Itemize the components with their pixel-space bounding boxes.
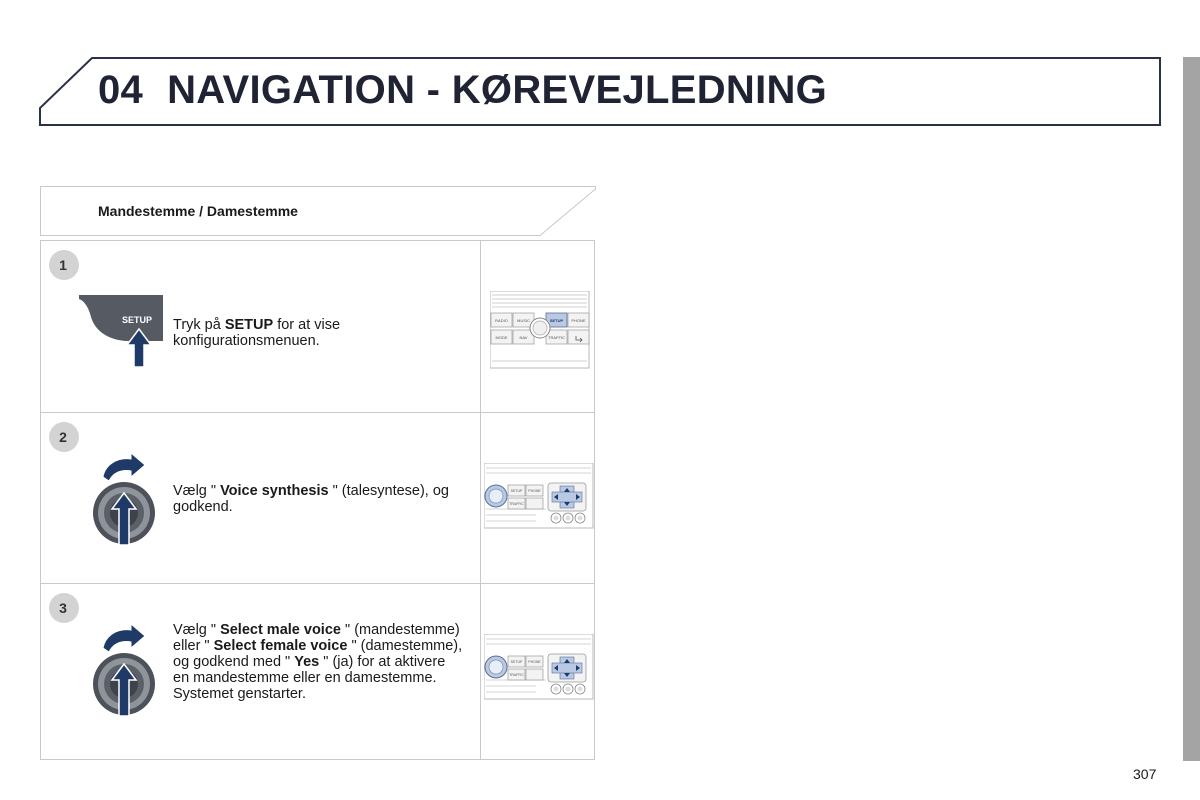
rotary-knob-illustration-2 bbox=[89, 451, 159, 547]
chapter-title: NAVIGATION - KØREVEJLEDNING bbox=[167, 68, 828, 112]
control-panel-illustration-3 bbox=[484, 634, 594, 700]
svg-text:RADIO: RADIO bbox=[495, 318, 508, 323]
step-number-2: 2 bbox=[59, 429, 67, 445]
row-divider bbox=[480, 413, 481, 583]
svg-text:MUSIC: MUSIC bbox=[517, 318, 530, 323]
row-divider bbox=[480, 241, 481, 412]
svg-text:SETUP: SETUP bbox=[510, 489, 523, 493]
control-panel-illustration-1 bbox=[490, 291, 590, 369]
rotate-arrow-icon bbox=[103, 453, 145, 481]
row-divider bbox=[480, 584, 481, 759]
setup-button-label: SETUP bbox=[121, 315, 153, 325]
step-table bbox=[40, 240, 595, 760]
step-badge-2 bbox=[48, 421, 80, 453]
side-tab-bar bbox=[1183, 57, 1200, 761]
control-panel-illustration-2 bbox=[484, 463, 594, 529]
step-badge-1 bbox=[48, 249, 80, 281]
chapter-number: 04 bbox=[98, 68, 144, 112]
svg-text:SETUP: SETUP bbox=[510, 660, 523, 664]
svg-text:TRAFFIC: TRAFFIC bbox=[548, 335, 565, 340]
step-row-1 bbox=[41, 241, 594, 413]
svg-text:TRAFFIC: TRAFFIC bbox=[509, 502, 524, 506]
page-title bbox=[98, 68, 827, 113]
rotary-knob-illustration-3 bbox=[89, 622, 159, 718]
step-row-2 bbox=[41, 413, 594, 584]
svg-text:SETUP: SETUP bbox=[549, 318, 564, 323]
svg-text:MODE: MODE bbox=[495, 335, 508, 340]
svg-text:PHONE: PHONE bbox=[528, 660, 541, 664]
step-number-3: 3 bbox=[59, 600, 67, 616]
step-text-3: Vælg " Select male voice " (mandestemme) eller " Select female voice " (damestemme), og godkend med " Yes " (ja) for at aktivere en mandestemme eller en damestemme. Systemet genstarter. bbox=[173, 622, 463, 702]
section-title: Mandestemme / Damestemme bbox=[98, 203, 298, 219]
rotate-arrow-icon bbox=[103, 624, 145, 652]
step-row-3 bbox=[41, 584, 594, 759]
setup-button-illustration bbox=[79, 295, 165, 367]
svg-text:PHONE: PHONE bbox=[571, 318, 586, 323]
svg-text:PHONE: PHONE bbox=[528, 489, 541, 493]
svg-text:TRAFFIC: TRAFFIC bbox=[509, 673, 524, 677]
step-badge-3 bbox=[48, 592, 80, 624]
step-number-1: 1 bbox=[59, 257, 67, 273]
page-number: 307 bbox=[1133, 766, 1157, 782]
step-text-2: Vælg " Voice synthesis " (talesyntese), og godkend. bbox=[173, 483, 449, 515]
step-text-1: Tryk på SETUP for at vise konfigurationsmenuen. bbox=[173, 317, 341, 349]
svg-text:NAV: NAV bbox=[519, 335, 528, 340]
